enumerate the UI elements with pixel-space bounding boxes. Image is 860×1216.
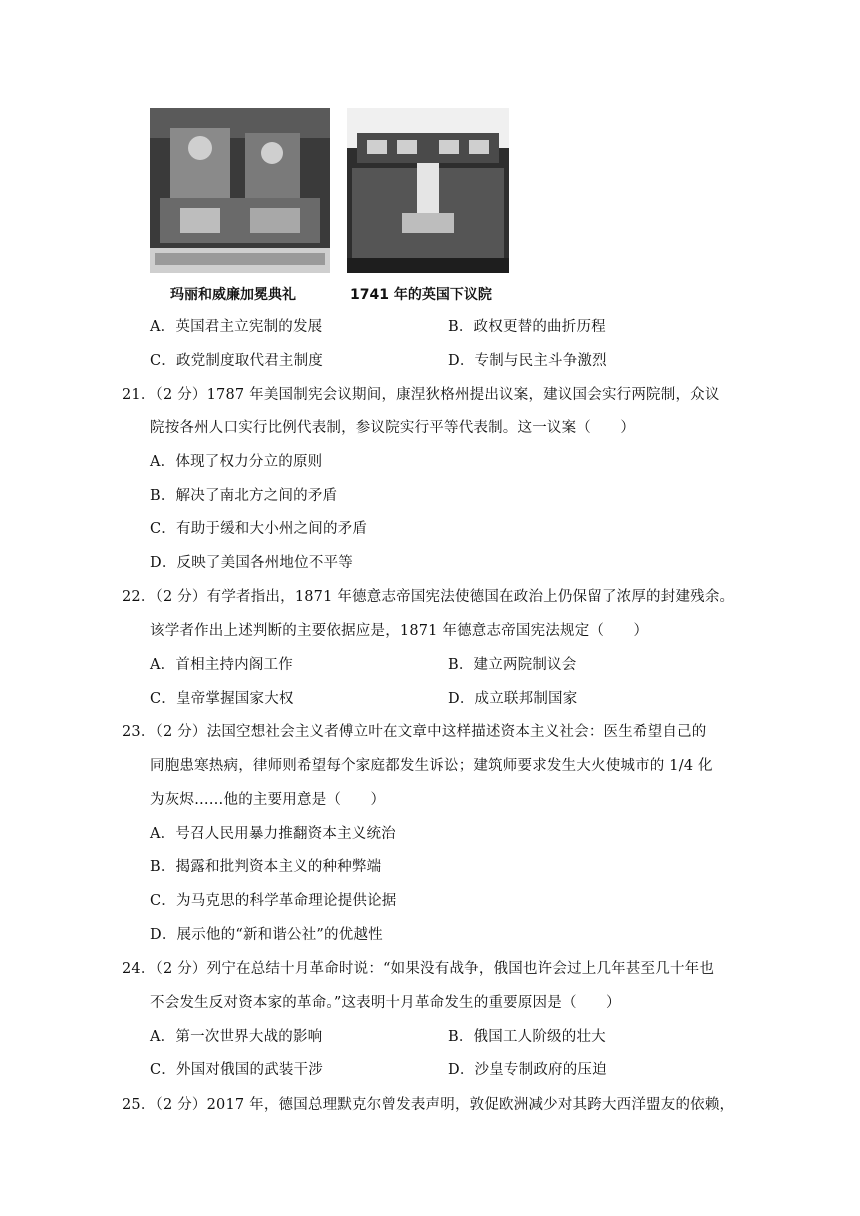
caption-coronation: 玛丽和威廉加冕典礼 bbox=[170, 287, 296, 303]
q21-option-c: C．有助于缓和大小州之间的矛盾 bbox=[150, 521, 368, 537]
q23-option-a: A．号召人民用暴力推翻资本主义统治 bbox=[150, 826, 396, 842]
q23-option-d: D．展示他的“新和谐公社”的优越性 bbox=[150, 927, 383, 943]
house-of-commons-photo bbox=[347, 108, 509, 273]
q24-option-d: D．沙皇专制政府的压迫 bbox=[448, 1062, 607, 1078]
q24-option-a: A．第一次世界大战的影响 bbox=[150, 1029, 323, 1045]
q22-option-c: C．皇帝掌握国家大权 bbox=[150, 691, 294, 707]
q24-option-b: B．俄国工人阶级的壮大 bbox=[448, 1029, 606, 1045]
q22-option-d: D．成立联邦制国家 bbox=[448, 691, 578, 707]
q22-option-a: A．首相主持内阁工作 bbox=[150, 657, 293, 673]
q23-option-b: B．揭露和批判资本主义的种种弊端 bbox=[150, 859, 382, 875]
caption-house-of-commons: 1741 年的英国下议院 bbox=[350, 287, 492, 303]
q21-option-d: D．反映了美国各州地位不平等 bbox=[150, 555, 353, 571]
q21-option-a: A．体现了权力分立的原则 bbox=[150, 454, 323, 470]
q23-stem-line2: 同胞患寒热病，律师则希望每个家庭都发生诉讼；建筑师要求发生大火使城市的 1/4 化 bbox=[150, 758, 713, 774]
figure bbox=[150, 108, 520, 303]
q20-option-d: D．专制与民主斗争激烈 bbox=[448, 353, 607, 369]
q22-stem-line1: 22．（2 分）有学者指出，1871 年德意志帝国宪法使德国在政治上仍保留了浓厚的封建残余。 bbox=[122, 589, 735, 605]
q20-option-b: B．政权更替的曲折历程 bbox=[448, 319, 606, 335]
q22-stem-line2: 该学者作出上述判断的主要依据应是，1871 年德意志帝国宪法规定（ ） bbox=[150, 623, 649, 639]
coronation-photo bbox=[150, 108, 330, 273]
q25-stem-line1: 25．（2 分）2017 年，德国总理默克尔曾发表声明，敦促欧洲减少对其跨大西洋盟友的依赖， bbox=[122, 1097, 735, 1113]
q20-option-a: A．英国君主立宪制的发展 bbox=[150, 319, 323, 335]
q24-stem-line2: 不会发生反对资本家的革命。”这表明十月革命发生的重要原因是（ ） bbox=[150, 995, 621, 1011]
q24-stem-line1: 24．（2 分）列宁在总结十月革命时说：“如果没有战争，俄国也许会过上几年甚至几十年也 bbox=[122, 961, 715, 977]
q23-stem-line3: 为灰烬……他的主要用意是（ ） bbox=[150, 792, 386, 808]
q22-option-b: B．建立两院制议会 bbox=[448, 657, 577, 673]
q23-stem-line1: 23．（2 分）法国空想社会主义者傅立叶在文章中这样描述资本主义社会：医生希望自己的 bbox=[122, 724, 707, 740]
q20-option-c: C．政党制度取代君主制度 bbox=[150, 353, 323, 369]
q21-option-b: B．解决了南北方之间的矛盾 bbox=[150, 488, 338, 504]
q23-option-c: C．为马克思的科学革命理论提供论据 bbox=[150, 893, 397, 909]
q21-stem-line2: 院按各州人口实行比例代表制，参议院实行平等代表制。这一议案（ ） bbox=[150, 420, 636, 436]
q21-stem-line1: 21．（2 分）1787 年美国制宪会议期间，康涅狄格州提出议案，建议国会实行两院制，众议 bbox=[122, 387, 720, 403]
q24-option-c: C．外国对俄国的武装干涉 bbox=[150, 1062, 323, 1078]
